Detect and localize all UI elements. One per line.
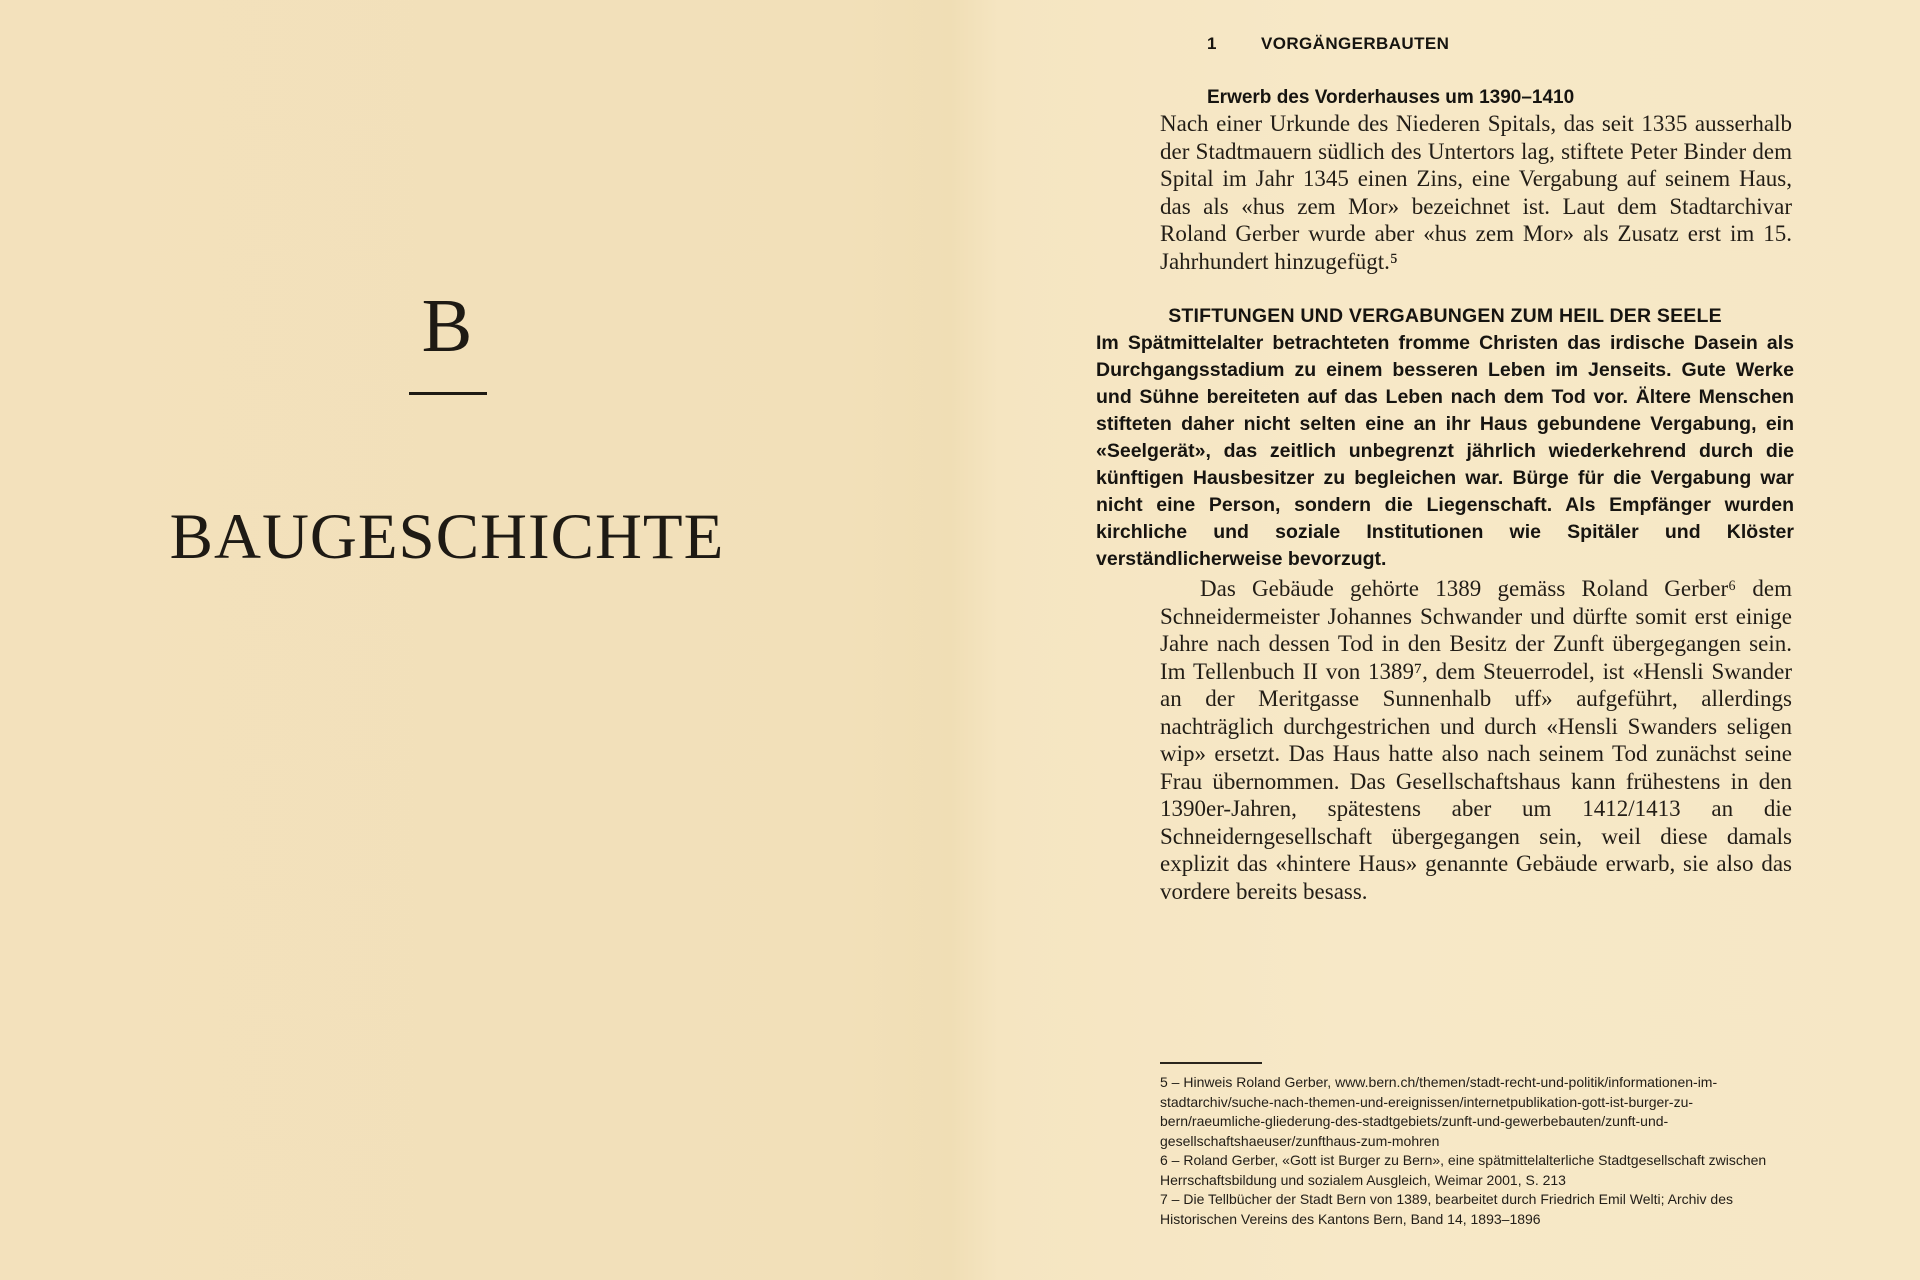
footnote-6: 6 – Roland Gerber, «Gott ist Burger zu Bern», eine spätmittelalterliche Stadtgesellschaft zwischen Herrschaftsbildung und sozialem Ausgleich, Weimar 2001, S. 213 [1160, 1152, 1767, 1188]
body-paragraph-2: Das Gebäude gehörte 1389 gemäss Roland Gerber⁶ dem Schneidermeister Johannes Schwander und dürfte somit erst einige Jahre nach dessen Tod in den Besitz der Zunft übergegangen sein. Im Tellenbuch II von 1389⁷, dem Steuerrodel, ist «Hensli Swander an der Meritgasse Sunnenhalb uff» aufgeführt, allerdings nachträglich durchgestrichen und durch «Hensli Swanders seligen wip» ersetzt. Das Haus hatte also nach seinem Tod zunächst seine Frau übernommen. Das Gesellschaftshaus kann frühestens in den 1390er-Jahren, spätestens aber um 1412/1413 an die Schneiderngesellschaft übergegangen sein, weil diese damals explizit das «hintere Haus» genannte Gebäude erwarb, sie also das vordere bereits besass. [1160, 576, 1792, 904]
section-header-title: VORGÄNGERBAUTEN [1261, 34, 1450, 53]
footnote-5: 5 – Hinweis Roland Gerber, www.bern.ch/themen/stadt-recht-und-politik/informationen-im-stadtarchiv/suche-nach-themen-und-ereignissen/internetpublikation-gott-ist-burger-zu-bern/raeumliche-gliederung-des-stadtgebiets/zunft-und-gewerbebauten/zunft-und-gesellschaftshaeuser/zunfthaus-zum-mohren [1160, 1074, 1718, 1149]
right-page [1096, 0, 1794, 1280]
infobox-body: Im Spätmittelalter betrachteten fromme Christen das irdische Dasein als Durchgangsstadium zu einem besseren Leben im Jenseits. Gute Werke und Sühne bereiteten auf das Leben nach dem Tod vor. Ältere Menschen stifteten daher nicht selten eine an ihr Haus gebundene Vergabung, ein «Seelgerät», das zeitlich unbegrenzt jährlich wiederkehrend durch die künftigen Hausbesitzer zu begleichen war. Bürge für die Vergabung war nicht eine Person, sondern die Liegenschaft. Als Empfänger wurden kirchliche und soziale Institutionen wie Spitäler und Klöster verständlicherweise bevorzugt. [1096, 332, 1794, 570]
body-paragraph-1: Nach einer Urkunde des Niederen Spitals, das seit 1335 ausserhalb der Stadtmauern südlich des Untertors lag, stiftete Peter Binder dem Spital im Jahr 1345 einen Zins, eine Vergabung auf seinem Haus, das als «hus zem Mor» bezeichnet ist. Laut dem Stadtarchivar Roland Gerber wurde aber «hus zem Mor» als Zusatz erst im 15. Jahrhundert hinzugefügt.⁵ [1160, 111, 1792, 274]
chapter-title: BAUGESCHICHTE [169, 501, 725, 573]
section-header [1207, 34, 1449, 54]
chapter-letter: B [421, 284, 473, 368]
left-page [0, 0, 935, 1280]
infobox-stiftungen [1096, 303, 1794, 573]
subsection-heading: Erwerb des Vorderhauses um 1390–1410 [1207, 87, 1575, 108]
footnote-7: 7 – Die Tellbücher der Stadt Bern von 1389, bearbeitet durch Friedrich Emil Welti; Archiv des Historischen Vereins des Kantons Bern, Band 14, 1893–1896 [1160, 1191, 1733, 1227]
footnote-divider [1160, 1062, 1262, 1064]
infobox-heading: STIFTUNGEN UND VERGABUNGEN ZUM HEIL DER SEELE [1168, 305, 1722, 327]
section-number: 1 [1207, 34, 1217, 53]
footnotes-block [1160, 1073, 1780, 1229]
chapter-letter-underline [409, 392, 487, 395]
